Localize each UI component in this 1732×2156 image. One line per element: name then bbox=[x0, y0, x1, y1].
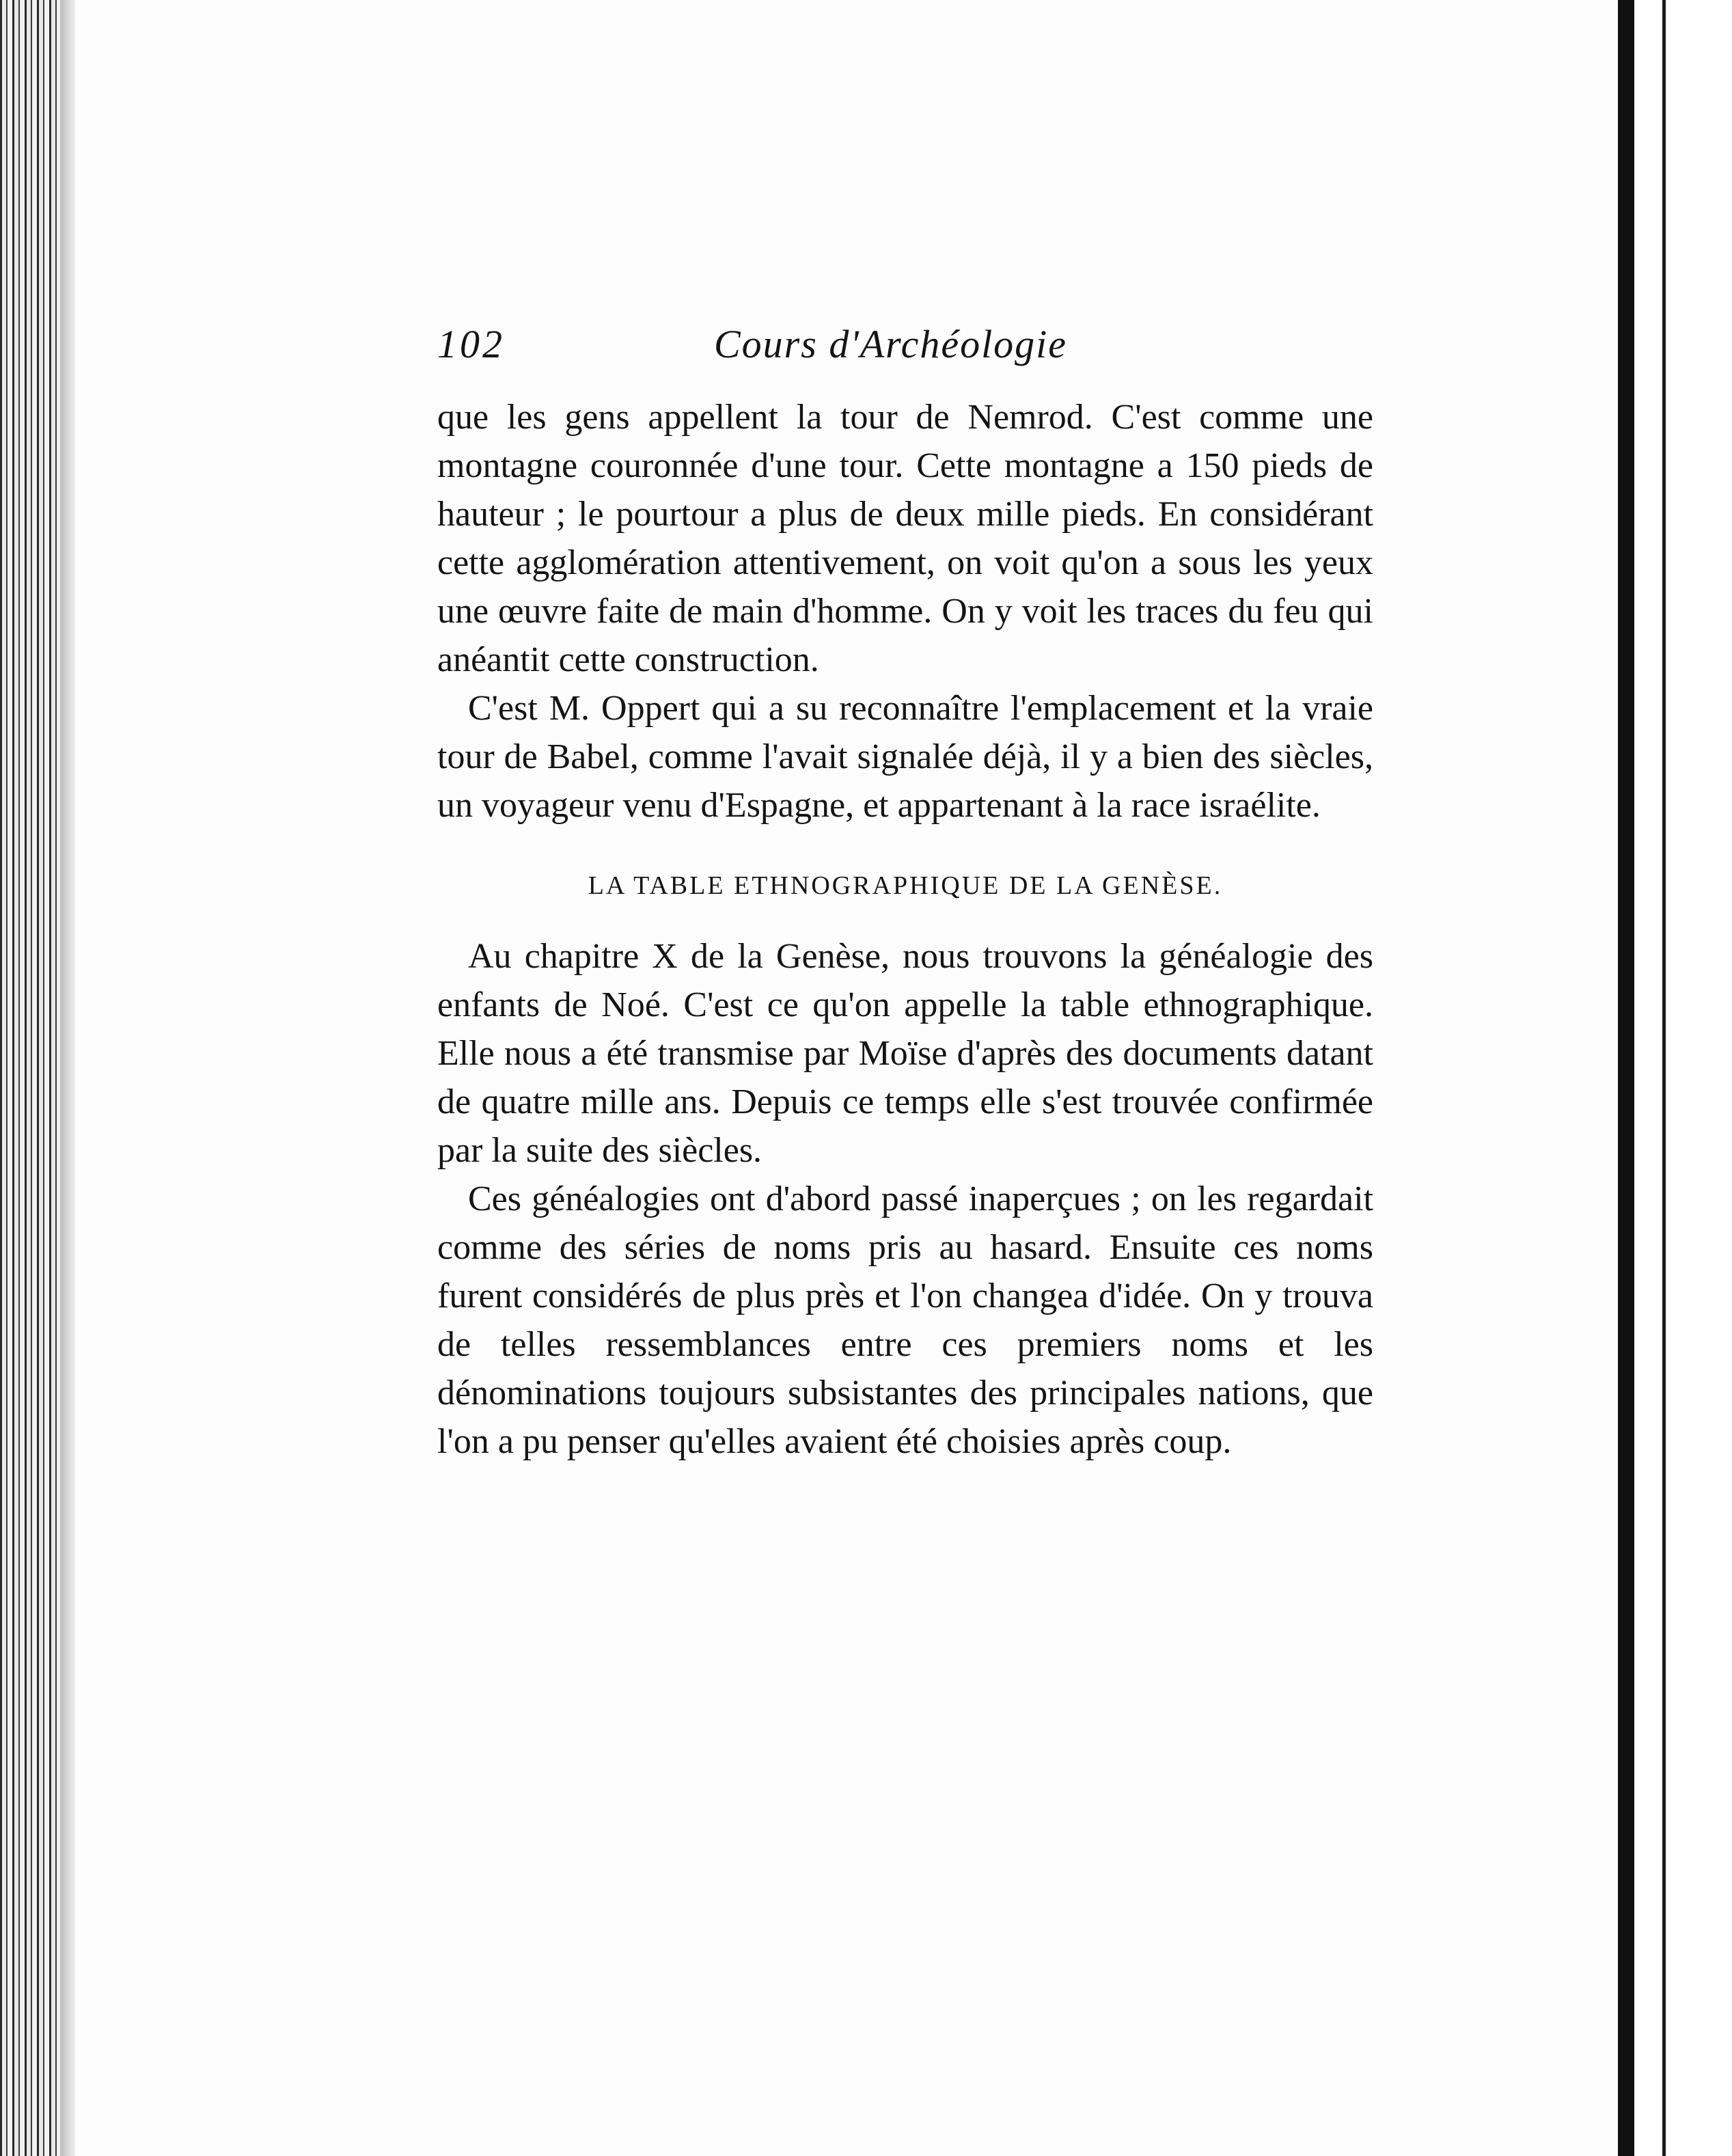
page-number: 102 bbox=[437, 322, 505, 366]
page-header bbox=[437, 321, 1394, 369]
paragraph: Au chapitre X de la Genèse, nous trouvons la généalogie des enfants de Noé. C'est ce qu'on appelle la table ethnographique. Elle nous a été transmise par Moïse d'après des documents datant de quatre mille ans. Depuis ce temps elle s'est trouvée confirmée par la suite des siècles. bbox=[437, 937, 1373, 1170]
paragraph: que les gens appellent la tour de Nemrod. C'est comme une montagne couronnée d'une tour. Cette montagne a 150 pieds de hauteur ; le pourtour a plus de deux mille pieds. En considérant cette agglomération attentivement, on voit qu'on a sous les yeux une œuvre faite de main d'homme. On y voit les traces du feu qui anéantit cette construction. bbox=[437, 398, 1373, 679]
running-title: Cours d'Archéologie bbox=[714, 322, 1068, 366]
body-text bbox=[437, 393, 1373, 1466]
book-edge-right bbox=[1662, 0, 1666, 2156]
paragraph: Ces généalogies ont d'abord passé inaperçues ; on les regardait comme des séries de noms pris au hasard. Ensuite ces noms furent considérés de plus près et l'on changea d'idée. On y trouva de telles ressemblances entre ces premiers noms et les dénominations toujours subsistantes des principales nations, que l'on a pu penser qu'elles avaient été choisies après coup. bbox=[437, 1179, 1373, 1461]
section-heading: LA TABLE ETHNOGRAPHIQUE DE LA GENÈSE. bbox=[588, 871, 1223, 900]
book-binding-right bbox=[1618, 0, 1634, 2156]
book-page-edges-left bbox=[0, 0, 75, 2156]
paragraph: C'est M. Oppert qui a su reconnaître l'emplacement et la vraie tour de Babel, comme l'avait signalée déjà, il y a bien des siècles, un voyageur venu d'Espagne, et appartenant à la race israélite. bbox=[437, 689, 1373, 825]
